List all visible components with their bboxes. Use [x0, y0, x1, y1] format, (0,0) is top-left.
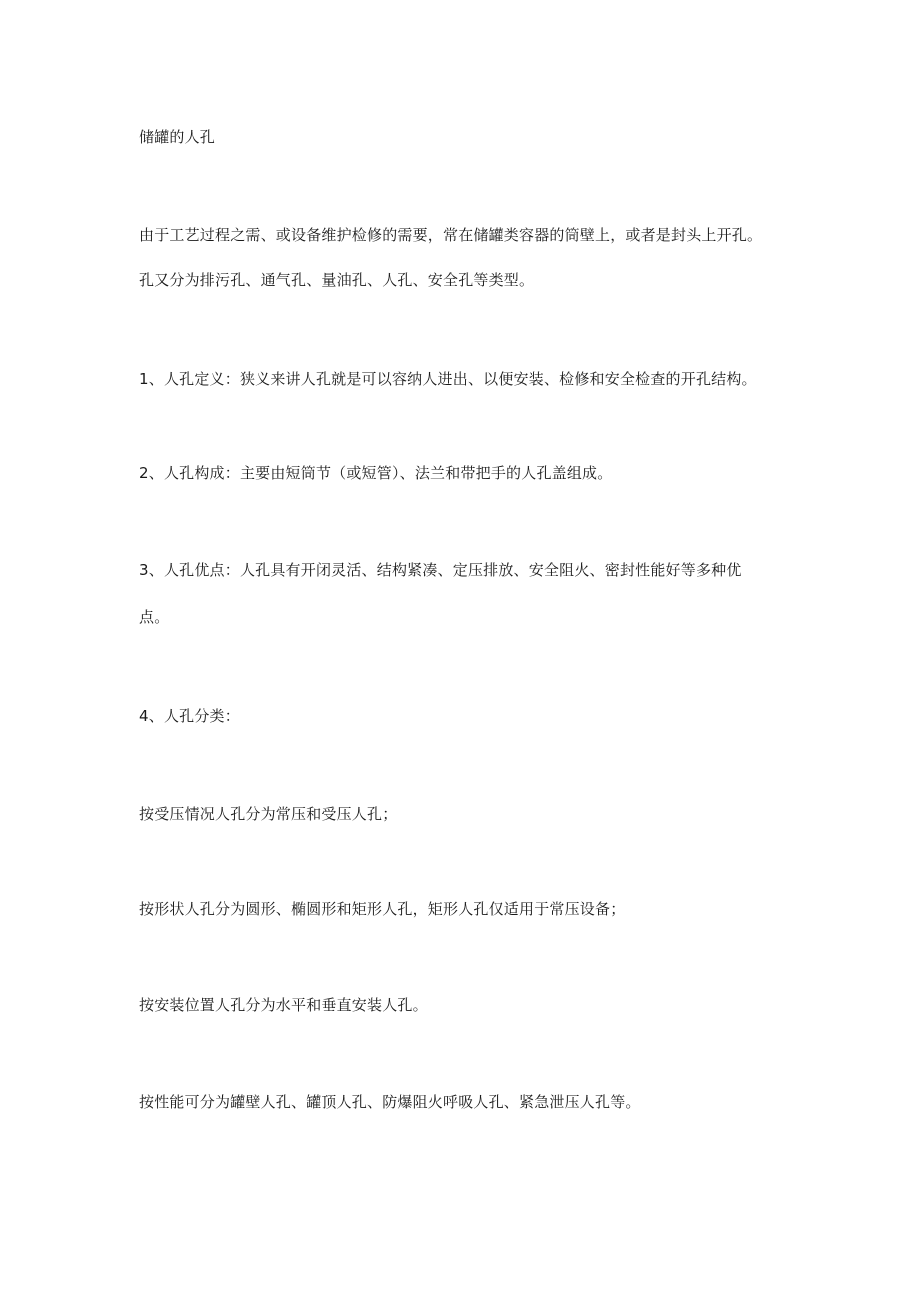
item-advantages-line-1: 3、人孔优点：人孔具有开闭灵活、结构紧凑、定压排放、安全阻火、密封性能好等多种优 [139, 561, 742, 579]
intro-paragraph-line-2: 孔又分为排污孔、通气孔、量油孔、人孔、安全孔等类型。 [139, 271, 535, 289]
classification-by-position: 按安装位置人孔分为水平和垂直安装人孔。 [139, 996, 428, 1014]
classification-by-shape: 按形状人孔分为圆形、椭圆形和矩形人孔，矩形人孔仅适用于常压设备； [139, 900, 626, 918]
item-advantages-line-2: 点。 [139, 608, 170, 626]
document-title: 储罐的人孔 [139, 128, 216, 146]
classification-by-performance: 按性能可分为罐壁人孔、罐顶人孔、防爆阻火呼吸人孔、紧急泄压人孔等。 [139, 1093, 641, 1111]
classification-by-pressure: 按受压情况人孔分为常压和受压人孔； [139, 805, 398, 823]
item-definition: 1、人孔定义：狭义来讲人孔就是可以容纳人进出、以便安装、检修和安全检查的开孔结构。 [139, 370, 757, 388]
item-composition: 2、人孔构成：主要由短筒节（或短管）、法兰和带把手的人孔盖组成。 [139, 464, 613, 482]
intro-paragraph-line-1: 由于工艺过程之需、或设备维护检修的需要，常在储罐类容器的筒壁上，或者是封头上开孔。 [139, 226, 763, 244]
item-classification-heading: 4、人孔分类： [139, 707, 240, 725]
